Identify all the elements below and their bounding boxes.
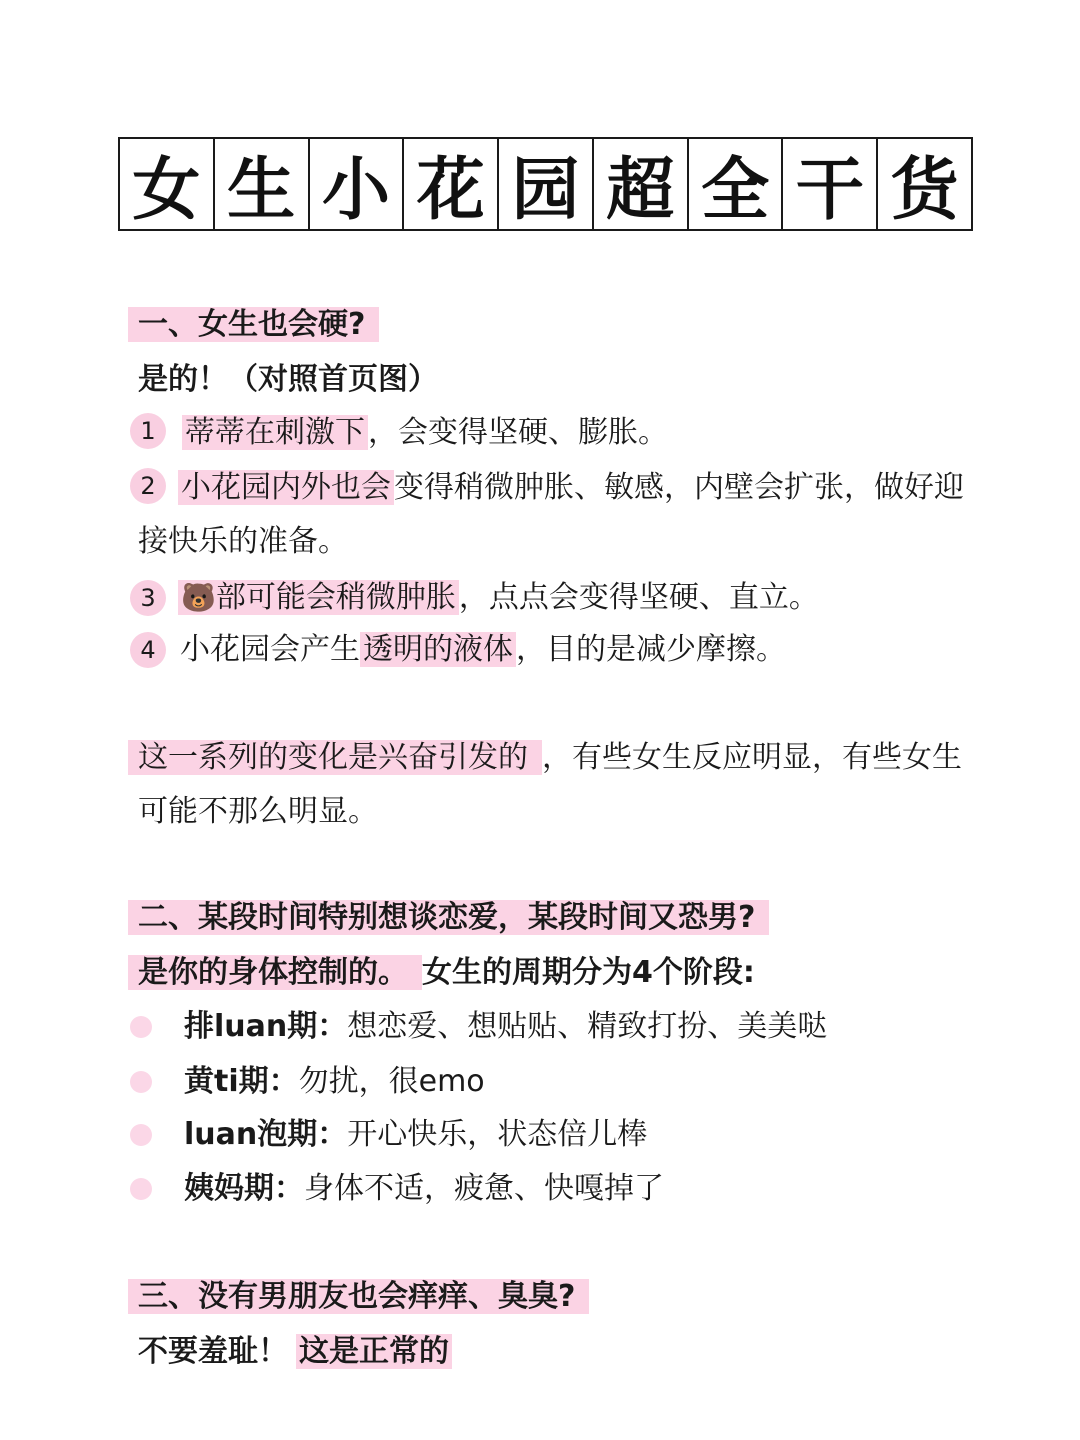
section3-heading: 三、没有男朋友也会痒痒、臭臭? [138,1277,589,1317]
phase-item: luan泡期：开心快乐，状态倍儿棒 [184,1117,648,1152]
list-item: 蒂蒂在刺激下 ，会变得坚硬、膨胀。 [182,413,668,453]
section1-heading: 一、女生也会硬? [138,305,379,345]
bullet-dot [130,1016,152,1038]
title-char: 生 [215,139,310,229]
list-item: 小花园内外也会 变得稍微肿胀、敏感，内壁会扩张，做好迎 [178,468,964,508]
section2-heading: 二、某段时间特别想谈恋爱，某段时间又恐男? [138,898,769,938]
title-char: 小 [310,139,405,229]
title-char: 货 [890,150,959,230]
list-item: 小花园会产生 透明的液体 ，目的是减少摩擦。 [180,632,786,667]
number-badge: 2 [130,468,166,504]
phase-item: 姨妈期：身体不适，疲惫、快嘎掉了 [184,1171,664,1206]
phase-item: 排luan期：想恋爱、想贴贴、精致打扮、美美哒 [184,1009,828,1044]
title-char: 全 [689,139,784,229]
title-char: 花 [404,139,499,229]
phase-item: 黄ti期：勿扰，很emo [184,1064,485,1099]
summary: 这一系列的变化是兴奋引发的 ，有些女生反应明显，有些女生 [138,738,962,778]
number-badge: 3 [130,580,166,616]
section1-answer: 是的！（对照首页图） [138,362,438,397]
bullet-dot [130,1124,152,1146]
list-item: 🐻部可能会稍微肿胀 ，点点会变得坚硬、直立。 [178,578,819,618]
list-item-continuation: 接快乐的准备。 [138,524,348,559]
page-title [118,137,973,231]
section2-answer: 是你的身体控制的。 女生的周期分为4个阶段: [138,953,755,993]
title-char: 园 [499,139,594,229]
number-badge: 1 [130,413,166,449]
title-char: 超 [594,139,689,229]
bullet-dot [130,1071,152,1093]
title-char: 干 [783,139,878,229]
bear-face-icon: 🐻 [181,581,216,614]
number-badge: 4 [130,632,166,668]
title-char: 女 [120,139,215,229]
summary-continuation: 可能不那么明显。 [138,794,378,829]
bullet-dot [130,1178,152,1200]
section3-answer: 不要羞耻！ 这是正常的 [138,1332,452,1372]
